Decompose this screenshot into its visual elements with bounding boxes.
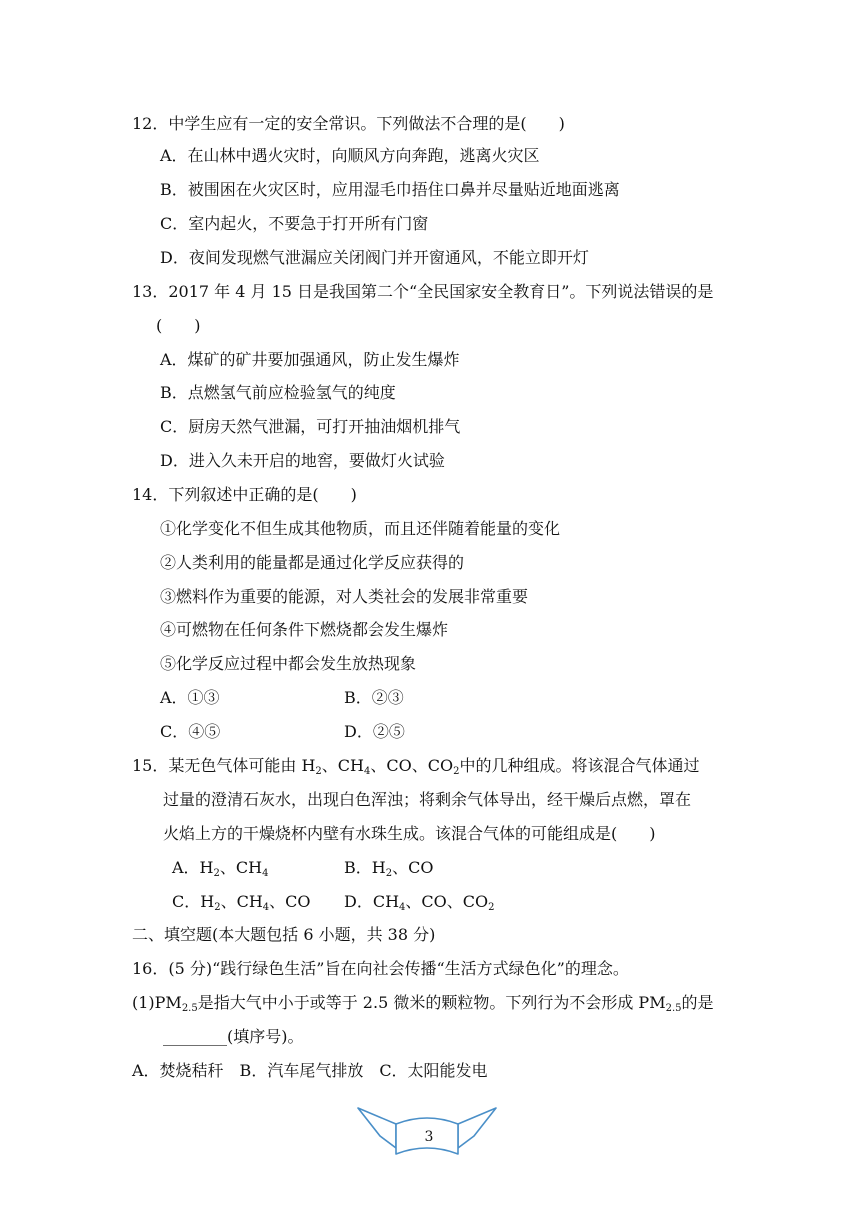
question-16-options: A．焚烧秸秆 B．汽车尾气排放 C．太阳能发电 [132, 1061, 488, 1080]
question-14-option-b: B．②③ [344, 688, 404, 707]
question-13-option-d: D．进入久未开启的地窖，要做灯火试验 [160, 451, 445, 470]
question-12-option-c: C．室内起火，不要急于打开所有门窗 [160, 214, 429, 233]
question-15-option-c: C．$H_2$、$CH_4$、CO [172, 892, 311, 913]
question-13-stem: 13．2017 年 4 月 15 日是我国第二个“全民国家安全教育日”。下列说法错误的是 [132, 282, 714, 301]
question-14-statement-5: ⑤化学反应过程中都会发生放热现象 [160, 654, 417, 673]
question-14-option-a: A．①③ [160, 688, 220, 707]
question-12-stem: 12．中学生应有一定的安全常识。下列做法不合理的是( ) [132, 114, 565, 133]
section-2-heading: 二、填空题(本大题包括 6 小题，共 38 分) [132, 925, 436, 944]
question-15-option-b: B．$H_2$、CO [344, 858, 434, 879]
question-15-option-a: A．$H_2$、$CH_4$ [172, 858, 269, 879]
question-16-answer-blank: ________(填序号)。 [163, 1027, 304, 1046]
question-13-answer-paren: ( ) [156, 316, 201, 335]
question-14-option-c: C．④⑤ [160, 722, 221, 741]
question-15-option-d: D．$CH_4$、CO、$CO_2$ [344, 892, 495, 913]
question-12-option-d: D．夜间发现燃气泄漏应关闭阀门并开窗通风，不能立即开灯 [160, 248, 589, 267]
question-14-option-d: D．②⑤ [344, 722, 405, 741]
question-16-part-1: $(1)PM_{2.5}$是指大气中小于或等于 2.5 微米的颗粒物。下列行为不会形成 $PM_{2.5}$的是 [132, 993, 714, 1014]
question-13-option-c: C．厨房天然气泄漏，可打开抽油烟机排气 [160, 417, 461, 436]
question-13-option-a: A．煤矿的矿井要加强通风，防止发生爆炸 [160, 350, 460, 369]
question-14-stem: 14．下列叙述中正确的是( ) [132, 485, 357, 504]
question-15-stem: 15．某无色气体可能由 $H_2$、$CH_4$、CO、$CO_2$中的几种组成。将该混合气体通过 [132, 756, 700, 777]
question-15-line-3: 火焰上方的干燥烧杯内壁有水珠生成。该混合气体的可能组成是( ) [163, 824, 656, 843]
question-13-option-b: B．点燃氢气前应检验氢气的纯度 [160, 383, 396, 402]
page-number: 3 [424, 1129, 434, 1145]
question-14-statement-1: ①化学变化不但生成其他物质，而且还伴随着能量的变化 [160, 519, 561, 538]
question-14-statement-3: ③燃料作为重要的能源，对人类社会的发展非常重要 [160, 587, 529, 606]
question-12-option-a: A．在山林中遇火灾时，向顺风方向奔跑，逃离火灾区 [160, 146, 540, 165]
question-14-statement-2: ②人类利用的能量都是通过化学反应获得的 [160, 553, 465, 572]
question-16-stem: 16．(5 分)“践行绿色生活”旨在向社会传播“生活方式绿色化”的理念。 [132, 959, 629, 978]
question-12-option-b: B．被围困在火灾区时，应用湿毛巾捂住口鼻并尽量贴近地面逃离 [160, 180, 620, 199]
question-14-statement-4: ④可燃物在任何条件下燃烧都会发生爆炸 [160, 620, 449, 639]
question-15-line-2: 过量的澄清石灰水，出现白色浑浊；将剩余气体导出，经干燥后点燃，罩在 [163, 790, 692, 809]
